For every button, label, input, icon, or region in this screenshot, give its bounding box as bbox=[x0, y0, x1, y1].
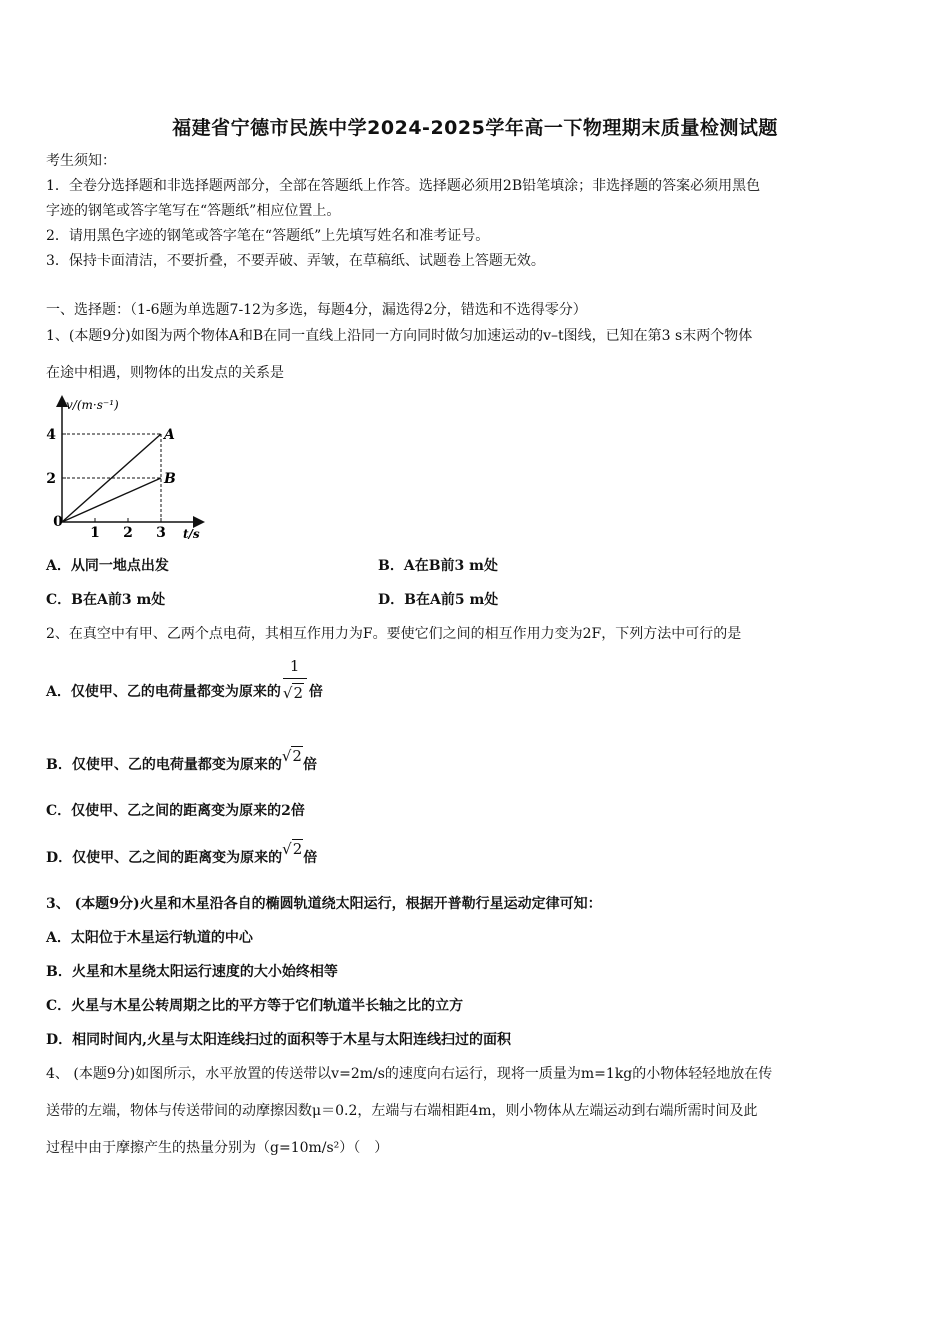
root-two bbox=[282, 839, 303, 859]
fraction-denominator: 2 bbox=[293, 684, 303, 702]
q2-option-c: C．仅使甲、乙之间的距离变为原来的2倍 bbox=[46, 803, 305, 819]
series-label-a: A bbox=[164, 427, 175, 443]
sqrt-sign: √ bbox=[282, 840, 292, 858]
q2-option-b-text: B．仅使甲、乙的电荷量都变为原来的 bbox=[46, 757, 282, 773]
q2-option-d bbox=[46, 840, 318, 868]
notice-item: 字迹的钢笔或答字笔写在“答题纸”相应位置上。 bbox=[46, 203, 341, 219]
y-tick-label: 2 bbox=[46, 471, 56, 487]
question-4-stem: 4、 (本题9分)如图所示，水平放置的传送带以v=2m/s的速度向右运行，现将一质量为m=1kg的小物体轻轻地放在传 bbox=[46, 1066, 773, 1082]
q2-option-a bbox=[46, 657, 323, 702]
question-1-stem-cont: 在途中相遇，则物体的出发点的关系是 bbox=[46, 365, 284, 381]
question-3-stem: 3、 (本题9分)火星和木星沿各自的椭圆轨道绕太阳运行，根据开普勒行星运动定律可知： bbox=[46, 896, 602, 912]
notice-item: 2．请用黑色字迹的钢笔或答字笔在“答题纸”上先填写姓名和准考证号。 bbox=[46, 228, 490, 244]
root-two bbox=[282, 746, 303, 766]
vt-graph bbox=[40, 392, 210, 542]
q2-option-b-suffix: 倍 bbox=[302, 757, 317, 773]
notice-item: 1．全卷分选择题和非选择题两部分，全部在答题纸上作答。选择题必须用2B铅笔填涂；非选择题的答案必须用黑色 bbox=[46, 178, 761, 194]
q2-option-d-text: D．仅使甲、乙之间的距离变为原来的 bbox=[46, 850, 283, 866]
question-1-stem: 1、(本题9分)如图为两个物体A和B在同一直线上沿同一方向同时做匀加速运动的v–t图线，已知在第3 s末两个物体 bbox=[46, 328, 753, 344]
q3-option-b: B．火星和木星绕太阳运行速度的大小始终相等 bbox=[46, 964, 338, 980]
question-4-stem-cont: 过程中由于摩擦产生的热量分别为（g=10m/s²）（ ） bbox=[46, 1140, 389, 1156]
x-tick-label: 2 bbox=[123, 525, 133, 541]
q3-option-a: A．太阳位于木星运行轨道的中心 bbox=[46, 930, 253, 946]
q3-option-d: D．相同时间内,火星与太阳连线扫过的面积等于木星与太阳连线扫过的面积 bbox=[46, 1032, 512, 1048]
one-over-root-two bbox=[281, 657, 309, 702]
y-axis-label: v/(m·s⁻¹) bbox=[66, 398, 119, 412]
x-tick-label: 1 bbox=[90, 525, 100, 541]
y-tick-label: 4 bbox=[46, 427, 56, 443]
radicand: 2 bbox=[292, 840, 303, 858]
q1-option-d: D．B在A前5 m处 bbox=[378, 592, 499, 608]
series-label-b: B bbox=[164, 471, 176, 487]
q1-option-a: A．从同一地点出发 bbox=[46, 558, 169, 574]
fraction-numerator: 1 bbox=[289, 657, 300, 675]
x-axis-label: t/s bbox=[183, 527, 200, 541]
q3-option-c: C．火星与木星公转周期之比的平方等于它们轨道半长轴之比的立方 bbox=[46, 998, 464, 1014]
q1-option-c: C．B在A前3 m处 bbox=[46, 592, 166, 608]
notice-heading: 考生须知： bbox=[46, 153, 116, 169]
q2-option-d-suffix: 倍 bbox=[303, 850, 318, 866]
radicand: 2 bbox=[292, 747, 302, 765]
section-heading: 一、选择题：（1-6题为单选题7-12为多选，每题4分，漏选得2分，错选和不选得零分） bbox=[46, 302, 587, 318]
q1-option-b: B．A在B前3 m处 bbox=[378, 558, 498, 574]
notice-item: 3．保持卡面清洁，不要折叠，不要弄破、弄皱，在草稿纸、试题卷上答题无效。 bbox=[46, 253, 545, 269]
page-title: 福建省宁德市民族中学2024-2025学年高一下物理期末质量检测试题 bbox=[172, 117, 778, 139]
q2-option-a-text: A．仅使甲、乙的电荷量都变为原来的 bbox=[46, 684, 281, 700]
sqrt-sign: √ bbox=[282, 684, 293, 702]
q2-option-a-suffix: 倍 bbox=[308, 684, 323, 700]
question-4-stem-cont: 送带的左端，物体与传送带间的动摩擦因数μ＝0.2，左端与右端相距4m，则小物体从左端运动到右端所需时间及此 bbox=[46, 1103, 758, 1119]
question-2-stem: 2、在真空中有甲、乙两个点电荷，其相互作用力为F。要使它们之间的相互作用力变为2F，下列方法中可行的是 bbox=[46, 626, 742, 642]
sqrt-sign: √ bbox=[281, 747, 292, 765]
x-tick-label: 0 bbox=[53, 514, 63, 530]
x-tick-label: 3 bbox=[156, 525, 166, 541]
series-line-b bbox=[62, 478, 161, 522]
q2-option-b bbox=[46, 747, 317, 775]
series-line-a bbox=[62, 434, 161, 522]
